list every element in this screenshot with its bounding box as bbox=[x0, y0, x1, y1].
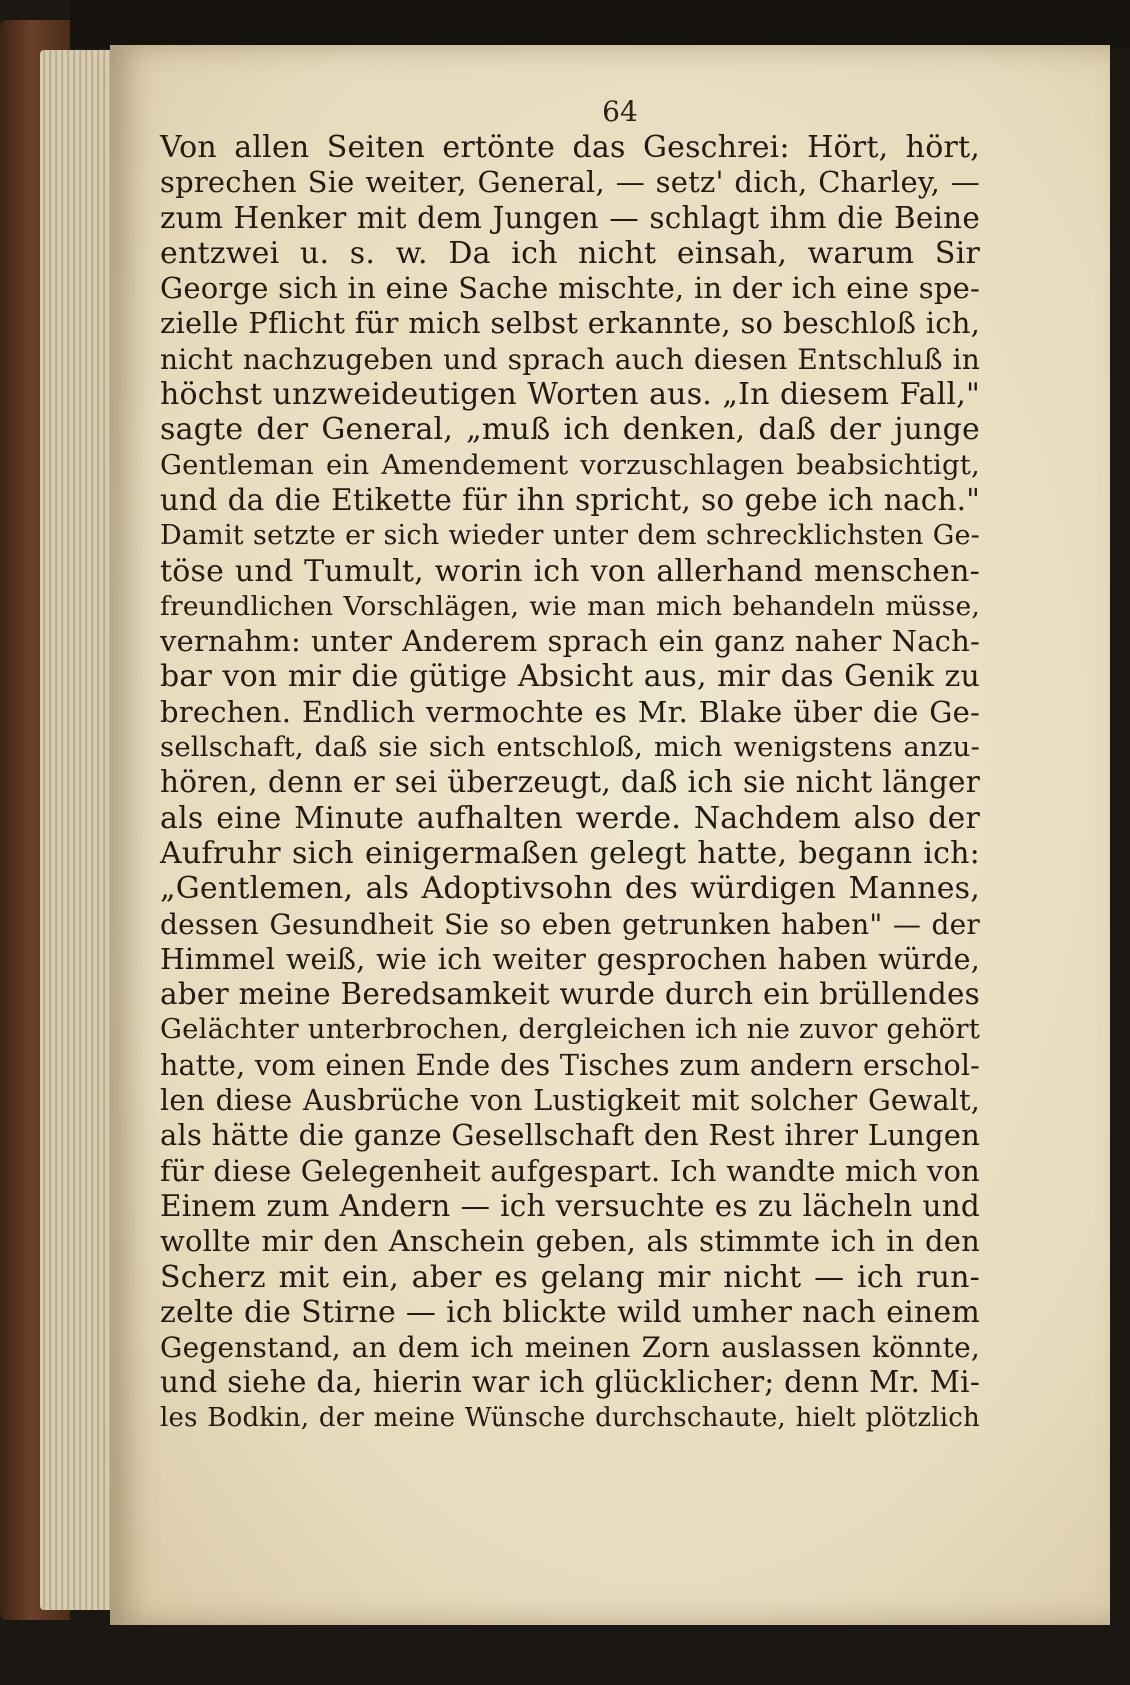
text-line: George sich in eine Sache mischte, in der ich eine spe- bbox=[160, 271, 980, 306]
text-line: für diese Gelegenheit aufgespart. Ich wandte mich von bbox=[160, 1153, 981, 1188]
text-line: hatte, vom einen Ende des Tisches zum andern erschol- bbox=[160, 1048, 980, 1082]
text-line: Von allen Seiten ertönte das Geschrei: Hört, hört, bbox=[160, 130, 980, 165]
text-line: zum Henker mit dem Jungen — schlagt ihm die Beine bbox=[160, 200, 980, 235]
text-line: Gentleman ein Amendement vorzuschlagen beabsichtigt, bbox=[160, 448, 980, 481]
text-line: und siehe da, hierin war ich glücklicher; denn Mr. Mi- bbox=[160, 1365, 980, 1400]
text-line: Aufruhr sich einigermaßen gelegt hatte, begann ich: bbox=[160, 835, 980, 871]
text-line: len diese Ausbrüche von Lustigkeit mit solcher Gewalt, bbox=[160, 1084, 980, 1118]
text-line: als eine Minute aufhalten werde. Nachdem also der bbox=[160, 800, 980, 836]
text-line: zielle Pflicht für mich selbst erkannte, so beschloß ich, bbox=[160, 306, 980, 341]
scan-background bbox=[70, 0, 1130, 48]
text-line: Gegenstand, an dem ich meinen Zorn auslassen könnte, bbox=[160, 1331, 980, 1365]
text-line: sellschaft, daß sie sich entschloß, mich wenigstens anzu- bbox=[160, 731, 980, 764]
text-line: aber meine Beredsamkeit wurde durch ein brüllendes bbox=[160, 977, 980, 1012]
text-line: Damit setzte er sich wieder unter dem schrecklichsten Ge- bbox=[160, 520, 980, 552]
text-line: vernahm: unter Anderem sprach ein ganz naher Nach- bbox=[160, 624, 980, 659]
text-line: als hätte die ganze Gesellschaft den Rest ihrer Lungen bbox=[160, 1118, 980, 1153]
text-line: töse und Tumult, worin ich von allerhand menschen- bbox=[160, 553, 980, 589]
text-line: entzwei u. s. w. Da ich nicht einsah, warum Sir bbox=[160, 235, 980, 271]
text-line: dessen Gesundheit Sie so eben getrunken haben" — der bbox=[160, 907, 980, 941]
page-number: 64 bbox=[602, 95, 638, 128]
body-text bbox=[160, 130, 980, 1436]
text-line: hören, denn er sei überzeugt, daß ich sie nicht länger bbox=[160, 765, 980, 800]
text-line: bar von mir die gütige Absicht aus, mir das Genik zu bbox=[160, 659, 980, 695]
text-line: freundlichen Vorschlägen, wie man mich behandeln müsse, bbox=[160, 590, 980, 622]
text-line: wollte mir den Anschein geben, als stimmte ich in den bbox=[160, 1224, 980, 1259]
text-line: brechen. Endlich vermochte es Mr. Blake über die Ge- bbox=[160, 694, 980, 729]
text-line: Einem zum Andern — ich versuchte es zu lächeln und bbox=[160, 1188, 980, 1223]
text-line: und da die Etikette für ihn spricht, so gebe ich nach." bbox=[160, 482, 980, 517]
text-line: nicht nachzugeben und sprach auch diesen Entschluß in bbox=[160, 342, 980, 376]
text-line: Gelächter unterbrochen, dergleichen ich nie zuvor gehört bbox=[160, 1013, 980, 1046]
text-line: les Bodkin, der meine Wünsche durchschaute, hielt plötzlich bbox=[160, 1402, 980, 1433]
text-line: zelte die Stirne — ich blickte wild umher nach einem bbox=[160, 1294, 980, 1330]
text-line: sagte der General, „muß ich denken, daß der junge bbox=[160, 412, 980, 448]
text-line: Scherz mit ein, aber es gelang mir nicht — ich run- bbox=[160, 1259, 980, 1295]
text-line: „Gentlemen, als Adoptivsohn des würdigen Mannes, bbox=[160, 871, 980, 907]
text-line: Himmel weiß, wie ich weiter gesprochen haben würde, bbox=[160, 942, 980, 976]
text-line: sprechen Sie weiter, General, — setz' dich, Charley, — bbox=[160, 165, 980, 200]
text-line: höchst unzweideutigen Worten aus. „In diesem Fall," bbox=[160, 377, 980, 413]
